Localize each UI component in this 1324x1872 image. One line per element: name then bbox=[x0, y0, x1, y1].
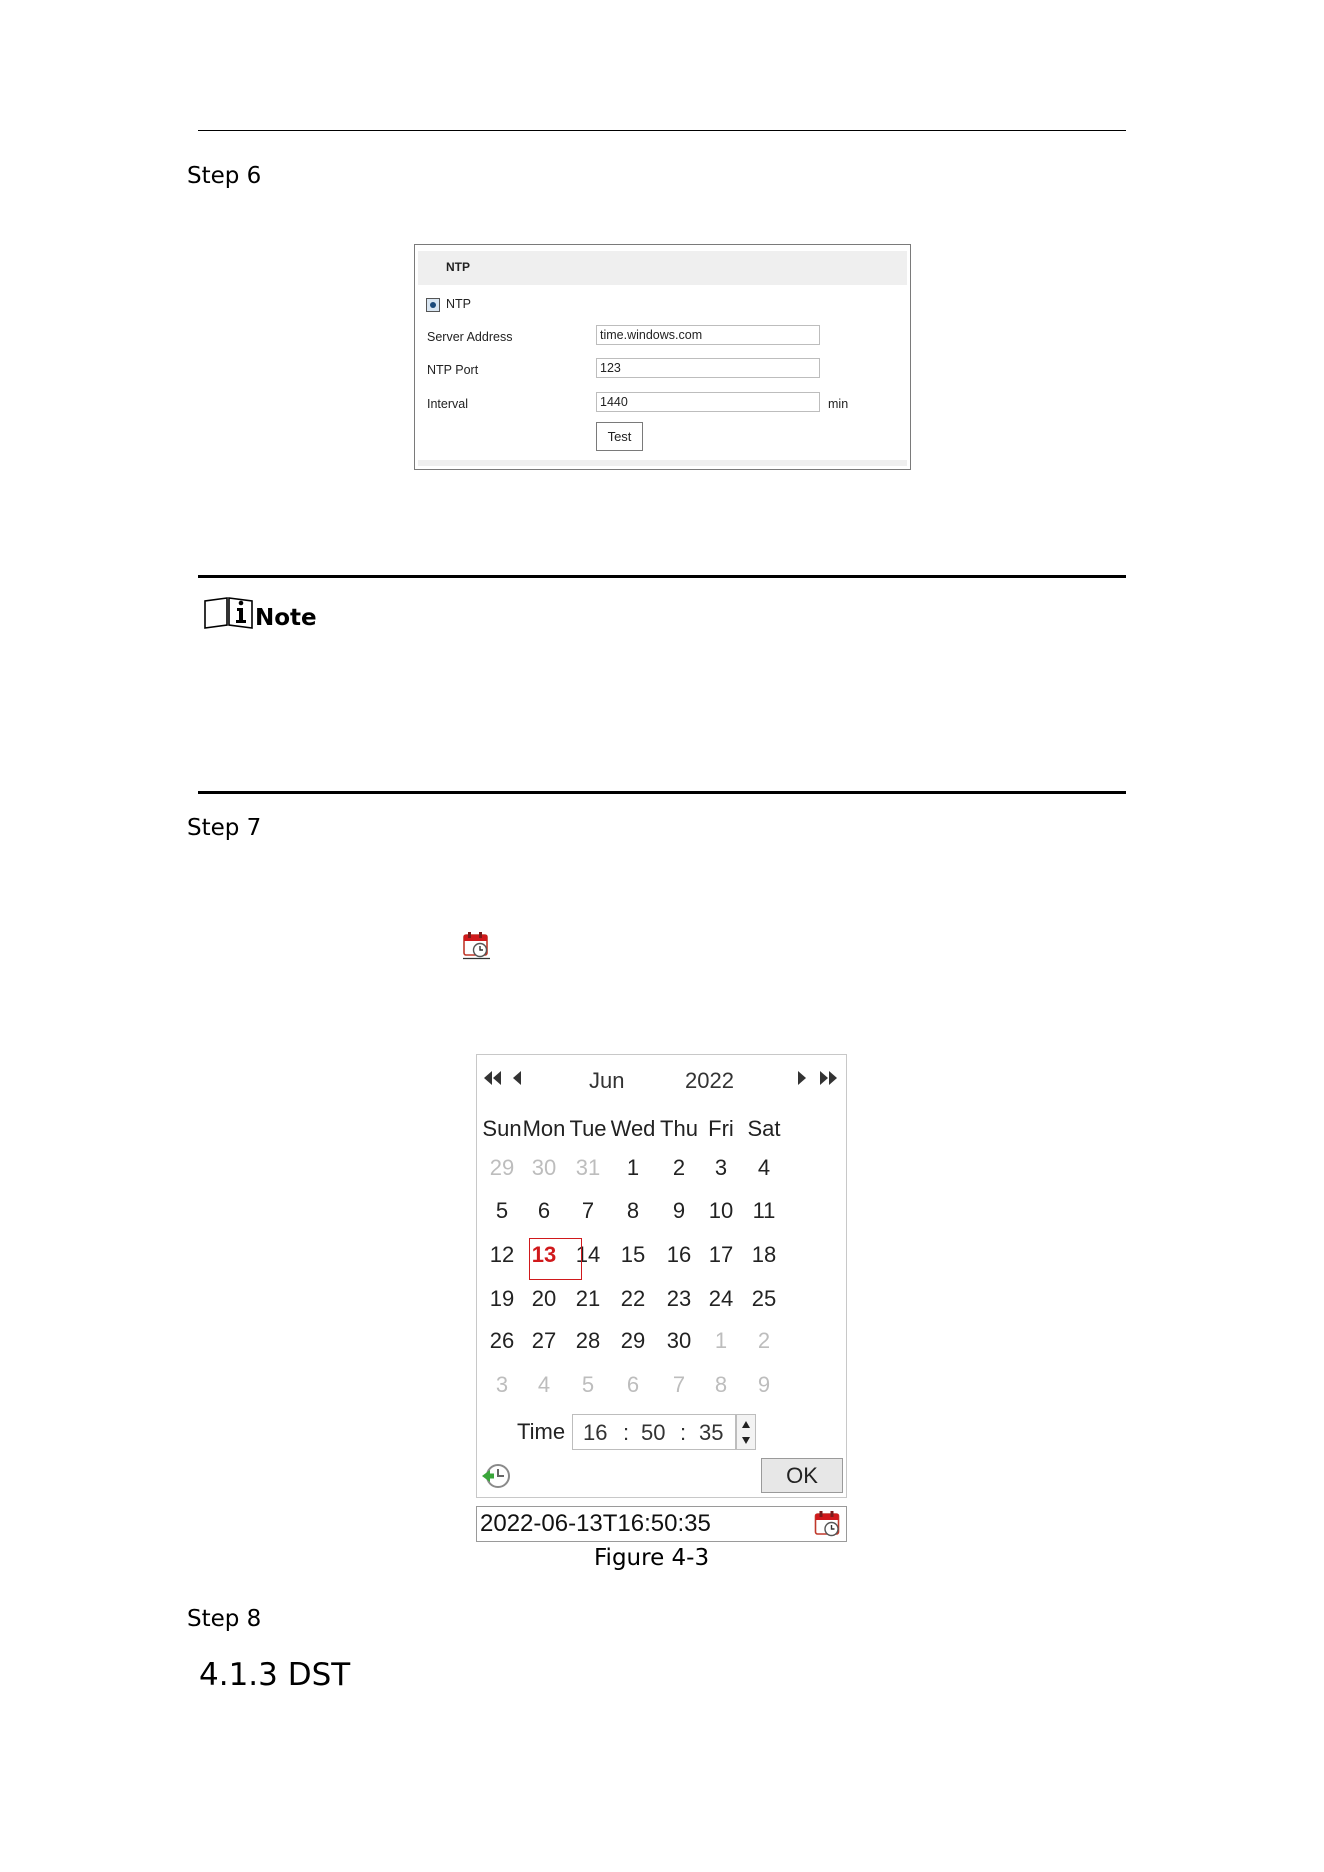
calendar-day[interactable]: 15 bbox=[620, 1242, 646, 1267]
prev-month-button[interactable] bbox=[510, 1067, 524, 1095]
prev-year-button[interactable] bbox=[482, 1067, 504, 1095]
weekday-label: Mon bbox=[522, 1116, 566, 1141]
spin-up-icon[interactable] bbox=[742, 1421, 750, 1428]
calendar-day[interactable]: 19 bbox=[489, 1286, 515, 1311]
calendar-day-other-month[interactable]: 1 bbox=[714, 1328, 728, 1353]
ntp-port-input[interactable]: 123 bbox=[596, 358, 820, 378]
calendar-day[interactable]: 5 bbox=[495, 1198, 509, 1223]
chevron-right-icon bbox=[795, 1067, 809, 1089]
time-separator: : bbox=[680, 1420, 687, 1445]
note-top-rule bbox=[198, 575, 1126, 578]
calendar-day-selected[interactable]: 13 bbox=[531, 1242, 557, 1267]
ntp-panel-header bbox=[418, 251, 907, 285]
calendar-clock-icon[interactable] bbox=[814, 1510, 842, 1539]
calendar-day[interactable]: 2 bbox=[672, 1155, 686, 1180]
note-info-icon bbox=[203, 595, 254, 631]
step-8-label: Step 8 bbox=[187, 1606, 262, 1632]
calendar-day-other-month[interactable]: 29 bbox=[489, 1155, 515, 1180]
ntp-radio-label: NTP bbox=[446, 297, 471, 311]
calendar-day[interactable]: 3 bbox=[714, 1155, 728, 1180]
calendar-day[interactable]: 9 bbox=[672, 1198, 686, 1223]
calendar-day[interactable]: 16 bbox=[666, 1242, 692, 1267]
step-7-label: Step 7 bbox=[187, 815, 262, 841]
weekday-label: Thu bbox=[660, 1116, 698, 1141]
weekday-label: Sat bbox=[747, 1116, 781, 1141]
time-input[interactable] bbox=[572, 1414, 736, 1450]
weekday-label: Sun bbox=[482, 1116, 522, 1141]
ntp-port-label: NTP Port bbox=[427, 363, 479, 377]
datetime-input[interactable] bbox=[476, 1506, 847, 1542]
datetime-value: 2022-06-13T16:50:35 bbox=[480, 1510, 711, 1537]
server-address-input[interactable]: time.windows.com bbox=[596, 325, 820, 345]
selected-day-highlight bbox=[529, 1238, 582, 1280]
note-title: Note bbox=[255, 605, 317, 631]
server-address-label: Server Address bbox=[427, 330, 513, 344]
calendar-day[interactable]: 29 bbox=[620, 1328, 646, 1353]
calendar-day-other-month[interactable]: 7 bbox=[672, 1372, 686, 1397]
calendar-day-other-month[interactable]: 6 bbox=[626, 1372, 640, 1397]
calendar-day[interactable]: 30 bbox=[666, 1328, 692, 1353]
calendar-day[interactable]: 23 bbox=[666, 1286, 692, 1311]
double-chevron-left-icon bbox=[482, 1067, 504, 1089]
calendar-day[interactable]: 25 bbox=[751, 1286, 777, 1311]
interval-unit: min bbox=[828, 397, 849, 411]
second-field[interactable]: 35 bbox=[699, 1420, 724, 1445]
interval-label: Interval bbox=[427, 397, 468, 411]
figure-caption: Figure 4-3 bbox=[594, 1545, 710, 1571]
note-bottom-rule bbox=[198, 791, 1126, 794]
ntp-radio-button[interactable] bbox=[426, 298, 440, 312]
calendar-day-other-month[interactable]: 8 bbox=[714, 1372, 728, 1397]
calendar-day[interactable]: 20 bbox=[531, 1286, 557, 1311]
test-button[interactable]: Test bbox=[596, 422, 643, 451]
calendar-day[interactable]: 11 bbox=[752, 1198, 776, 1223]
interval-input[interactable]: 1440 bbox=[596, 392, 820, 412]
calendar-day-other-month[interactable]: 31 bbox=[575, 1155, 601, 1180]
calendar-day[interactable]: 17 bbox=[708, 1242, 734, 1267]
ntp-settings-panel bbox=[414, 244, 911, 470]
calendar-day-other-month[interactable]: 4 bbox=[537, 1372, 551, 1397]
date-time-picker bbox=[476, 1054, 847, 1498]
time-separator: : bbox=[623, 1420, 630, 1445]
calendar-day[interactable]: 28 bbox=[575, 1328, 601, 1353]
year-selector[interactable]: 2022 bbox=[685, 1068, 734, 1093]
calendar-day[interactable]: 22 bbox=[620, 1286, 646, 1311]
calendar-clock-icon bbox=[463, 931, 490, 960]
weekday-label: Tue bbox=[569, 1116, 607, 1141]
ntp-panel-title: NTP bbox=[446, 260, 470, 274]
calendar-day[interactable]: 1 bbox=[626, 1155, 640, 1180]
calendar-day[interactable]: 6 bbox=[537, 1198, 551, 1223]
weekday-label: Wed bbox=[610, 1116, 656, 1141]
calendar-day[interactable]: 27 bbox=[531, 1328, 557, 1353]
calendar-day-other-month[interactable]: 5 bbox=[581, 1372, 595, 1397]
chevron-left-icon bbox=[510, 1067, 524, 1089]
calendar-day[interactable]: 7 bbox=[581, 1198, 595, 1223]
weekday-label: Fri bbox=[708, 1116, 734, 1141]
time-label: Time bbox=[517, 1419, 566, 1444]
calendar-day-other-month[interactable]: 2 bbox=[757, 1328, 771, 1353]
spin-down-icon[interactable] bbox=[742, 1437, 750, 1444]
header-rule bbox=[198, 130, 1126, 131]
calendar-day[interactable]: 8 bbox=[626, 1198, 640, 1223]
calendar-day[interactable]: 21 bbox=[575, 1286, 601, 1311]
calendar-day[interactable]: 18 bbox=[751, 1242, 777, 1267]
calendar-day[interactable]: 24 bbox=[708, 1286, 734, 1311]
calendar-day[interactable]: 12 bbox=[489, 1242, 515, 1267]
calendar-day-other-month[interactable]: 3 bbox=[495, 1372, 509, 1397]
double-chevron-right-icon bbox=[817, 1067, 839, 1089]
time-spinner[interactable] bbox=[736, 1414, 756, 1450]
step-6-label: Step 6 bbox=[187, 163, 262, 189]
calendar-day-other-month[interactable]: 30 bbox=[531, 1155, 557, 1180]
calendar-day[interactable]: 26 bbox=[489, 1328, 515, 1353]
next-year-button[interactable] bbox=[817, 1067, 839, 1095]
ntp-panel-footer bbox=[418, 460, 907, 466]
hour-field[interactable]: 16 bbox=[583, 1420, 608, 1445]
minute-field[interactable]: 50 bbox=[641, 1420, 666, 1445]
calendar-day[interactable]: 10 bbox=[708, 1198, 734, 1223]
calendar-day[interactable]: 14 bbox=[575, 1242, 601, 1267]
calendar-day-other-month[interactable]: 9 bbox=[757, 1372, 771, 1397]
ok-button[interactable]: OK bbox=[761, 1458, 843, 1493]
section-heading: 4.1.3 DST bbox=[199, 1657, 351, 1693]
month-selector[interactable]: Jun bbox=[589, 1068, 625, 1093]
calendar-day[interactable]: 4 bbox=[757, 1155, 771, 1180]
current-time-icon[interactable] bbox=[480, 1460, 512, 1492]
next-month-button[interactable] bbox=[795, 1067, 809, 1095]
